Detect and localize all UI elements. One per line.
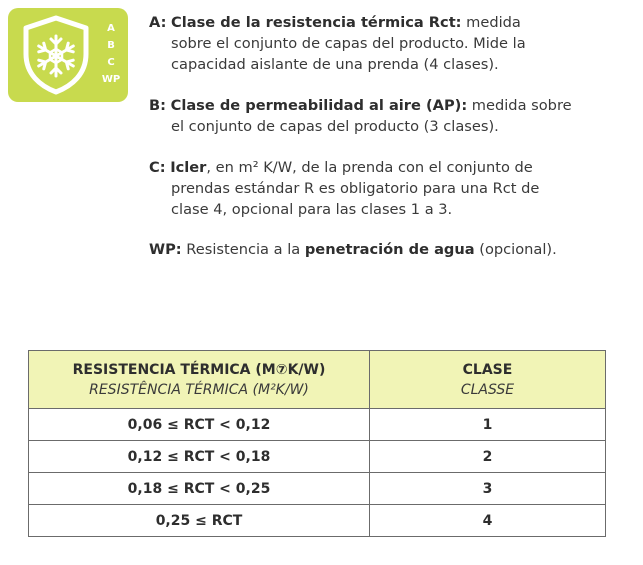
definition-term: Icler — [170, 159, 207, 176]
definition-key: WP: — [149, 241, 182, 258]
definition-text: sobre el conjunto de capas del producto. Mide la — [171, 35, 526, 52]
column-header-class: CLASE CLASSE — [370, 351, 606, 409]
badge-letter-c: C — [107, 57, 115, 68]
definitions-list — [149, 12, 639, 280]
definition-key: C: — [149, 159, 166, 176]
definition-a — [149, 12, 639, 75]
table-row — [29, 441, 606, 473]
cell-class: 4 — [370, 505, 606, 537]
badge-letter-a: A — [107, 23, 115, 34]
cell-range: 0,18 ≤ RCT < 0,25 — [29, 473, 370, 505]
table-row — [29, 473, 606, 505]
badge-letters — [96, 20, 126, 88]
cell-class: 2 — [370, 441, 606, 473]
definition-term: Clase de permeabilidad al aire (AP): — [170, 97, 468, 114]
badge-letter-wp: WP — [101, 74, 121, 85]
cell-class: 1 — [370, 409, 606, 441]
definition-key: B: — [149, 97, 166, 114]
cell-range: 0,06 ≤ RCT < 0,12 — [29, 409, 370, 441]
definition-text: medida sobre — [467, 97, 572, 114]
thermal-resistance-table — [28, 350, 606, 537]
cell-range: 0,25 ≤ RCT — [29, 505, 370, 537]
table-header-row — [29, 351, 606, 409]
definition-text: el conjunto de capas del producto (3 clases). — [171, 118, 499, 135]
definition-text: medida — [461, 14, 521, 31]
definition-text: capacidad aislante de una prenda (4 clases). — [171, 56, 499, 73]
snowflake-shield-icon — [18, 14, 94, 96]
standard-badge — [8, 8, 128, 102]
definition-term: Clase de la resistencia térmica Rct: — [171, 14, 462, 31]
definition-key: A: — [149, 14, 167, 31]
definition-text: (opcional). — [474, 241, 557, 258]
cell-class: 3 — [370, 473, 606, 505]
definition-text: prendas estándar R es obligatorio para una Rct de — [171, 180, 540, 197]
column-header-resistance: RESISTENCIA TÉRMICA (M⑦K/W) RESISTÊNCIA TÉRMICA (M²K/W) — [29, 351, 370, 409]
table-row — [29, 505, 606, 537]
definition-b — [149, 95, 639, 137]
table-row — [29, 409, 606, 441]
definition-text: Resistencia a la — [181, 241, 305, 258]
definition-term: penetración de agua — [304, 241, 475, 258]
definition-wp — [149, 239, 639, 260]
badge-letter-b: B — [107, 40, 115, 51]
cell-range: 0,12 ≤ RCT < 0,18 — [29, 441, 370, 473]
definition-c — [149, 157, 639, 220]
definition-text: , en m² K/W, de la prenda con el conjunto de — [206, 159, 533, 176]
definition-text: clase 4, opcional para las clases 1 a 3. — [171, 201, 453, 218]
